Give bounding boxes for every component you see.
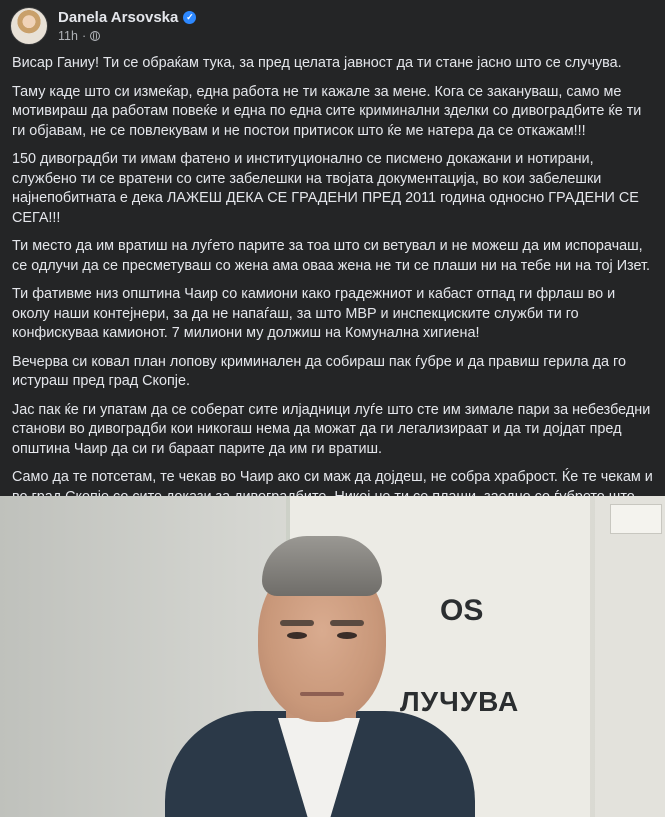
post-paragraph: Јас пак ќе ги упатам да се соберат сите илјадници луѓе што сте им зимале пари за небезбедни станови во дивоградби кои никогаш нема да можат да ги легализираат и да ти дојдат пред општина Чаир да си ги бараат парите да им ги вратиш. xyxy=(12,401,651,457)
post-header xyxy=(10,6,196,46)
post-time[interactable]: 11h xyxy=(58,29,78,43)
author-avatar[interactable] xyxy=(10,7,48,45)
separator-dot: · xyxy=(81,29,87,43)
post-paragraph: Вечерва си ковал план лопову криминален да собираш пак ѓубре и да правиш герила да го истураш пред град Скопје. xyxy=(12,353,626,389)
banner-text-word: ЛУЧУВА xyxy=(400,686,520,717)
banner-logo xyxy=(610,504,662,534)
author-row xyxy=(58,9,196,26)
post-paragraph: 150 дивоградби ти имам фатено и институционално се писмено докажани и нотирани, службено ти се вратени со сите забелешки на твојата документација, во кои забелешки најнепобитната е дека ЛАЖЕШ ДЕКА СЕ ГРАДЕНИ ПРЕД 2011 година односно ГРАДЕНИ СЕ СЕГА!!! xyxy=(12,151,639,226)
post-paragraph: Таму каде што си измеќар, една работа не ти кажале за мене. Кога се закануваш, само ме мотивираш да работам повеќе и една по една сите криминални зделки со дивоградбите ќе ти ги објавам, не се повлекувам и не постои притисок што ќе ме натера да се откажам!!! xyxy=(12,83,642,139)
left-eye xyxy=(287,632,307,639)
post-text xyxy=(12,54,654,536)
post-paragraph: Само да те потсетам, те чекав во Чаир ако си маж да дојдеш, не собра храброст. Ќе те чекам и xyxy=(12,469,653,485)
post-paragraph: Висар Ганиу! Ти се обраќам тука, за пред целата јавност да ти стане јасно што се случува. xyxy=(12,55,622,71)
person-hair xyxy=(262,536,382,596)
post-photo[interactable] xyxy=(0,496,665,817)
right-eye xyxy=(337,632,357,639)
timestamp-row xyxy=(58,29,196,43)
person-mouth xyxy=(300,692,344,696)
banner-side-panel xyxy=(595,496,665,817)
post-paragraph: Ти фативме низ општина Чаир со камиони како градежниот и кабаст отпад ги фрлаш во и околу наши контејнери, за да не напаѓаш, за што МВР и инспекциските служби ти го конфискуваа камионот. 7 милиони му должиш на Комунална хигиена! xyxy=(12,286,616,341)
right-eyebrow xyxy=(330,620,364,626)
author-name[interactable]: Danela Arsovska xyxy=(58,9,179,26)
banner-text-os: OS xyxy=(440,594,484,627)
post-meta xyxy=(58,9,196,43)
globe-icon xyxy=(90,31,100,41)
left-eyebrow xyxy=(280,620,314,626)
post-paragraph: Ти место да им вратиш на луѓето парите за тоа што си ветувал и не можеш да им испорачаш, се одлучи да се пресметуваш со жена ама оваа жена не ти се плаши ни на тебе ни на тој Изет. xyxy=(12,238,650,274)
verified-badge-icon: ✓ xyxy=(183,11,196,24)
